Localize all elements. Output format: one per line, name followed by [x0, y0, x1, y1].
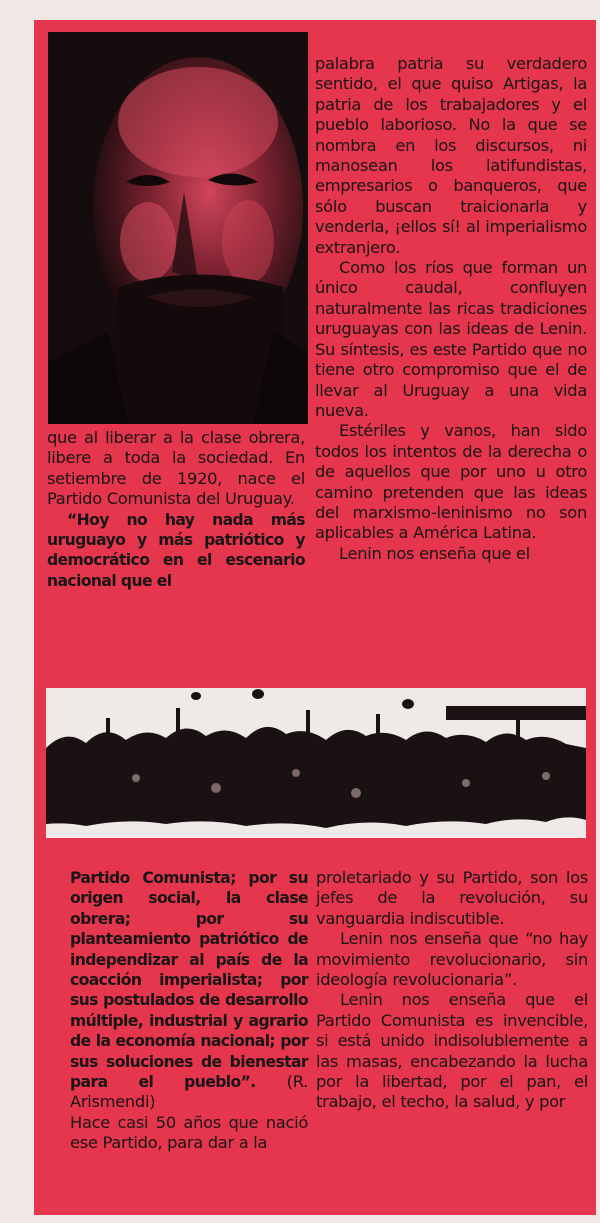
paragraph: Estériles y vanos, han sido todos los intentos de la derecha o de aquellos que por uno u otro camino pretenden que las ideas del marxismo-leninismo no son aplicables a América Latina. [315, 421, 587, 543]
portrait-photo [48, 32, 308, 424]
quote-attribution: (R. Arismendi) [70, 1072, 308, 1112]
left-column-top-text [47, 428, 305, 591]
paragraph: Hace casi 50 años que nació ese Partido, para dar a la [70, 1112, 308, 1153]
quote: “Hoy no hay nada más uruguayo y más patriótico y democrático en el escenario nacional que el [47, 510, 305, 590]
crowd-photo-icon [46, 688, 586, 838]
paragraph: Como los ríos que forman un único caudal, confluyen naturalmente las ricas tradiciones uruguayas con las ideas de Lenin. Su síntesis, es este Partido que no tiene otro compromiso que el de llevar al Uruguay a una vida nueva. [315, 258, 587, 420]
portrait-photo-icon [48, 32, 308, 424]
right-column-top-text [315, 54, 587, 564]
paragraph: proletariado y su Partido, son los jefes de la revolución, su vanguardia indiscutible. [316, 868, 588, 928]
paragraph: que al liberar a la clase obrera, libere a toda la sociedad. En setiembre de 1920, nace el Partido Comunista del Uruguay. [47, 428, 305, 509]
quote-continued: Partido Comunista; por su origen social, la clase obrera; por su planteamiento patriótico de independizar al país de la coacción imperialista; por sus postulados de desarrollo múltiple, industrial y agrario de la economía nacional; por sus soluciones de bienestar para el pueblo”. [70, 869, 308, 1092]
left-column-bottom-text [70, 868, 308, 1154]
crowd-photo [46, 688, 586, 838]
paragraph: Lenin nos enseña que “no hay movimiento revolucionario, sin ideología revolucionaria”. [316, 929, 588, 990]
paragraph: Lenin nos enseña que el Partido Comunista es invencible, si está unido indisolublemente a las masas, encabezando la lucha por la libertad, por el pan, el trabajo, el techo, la salud, y por [316, 990, 588, 1112]
right-column-bottom-text [316, 868, 588, 1113]
paragraph: Lenin nos enseña que el [339, 543, 530, 563]
paragraph: palabra patria su verdadero sentido, el que quiso Artigas, la patria de los trabajadores y el pueblo laborioso. No la que se nombra en los discursos, ni manosean los latifundistas, empresarios o banqueros, que sólo buscan traicionarla y venderla, ¡ellos sí! al imperialismo extranjero. [315, 54, 587, 257]
